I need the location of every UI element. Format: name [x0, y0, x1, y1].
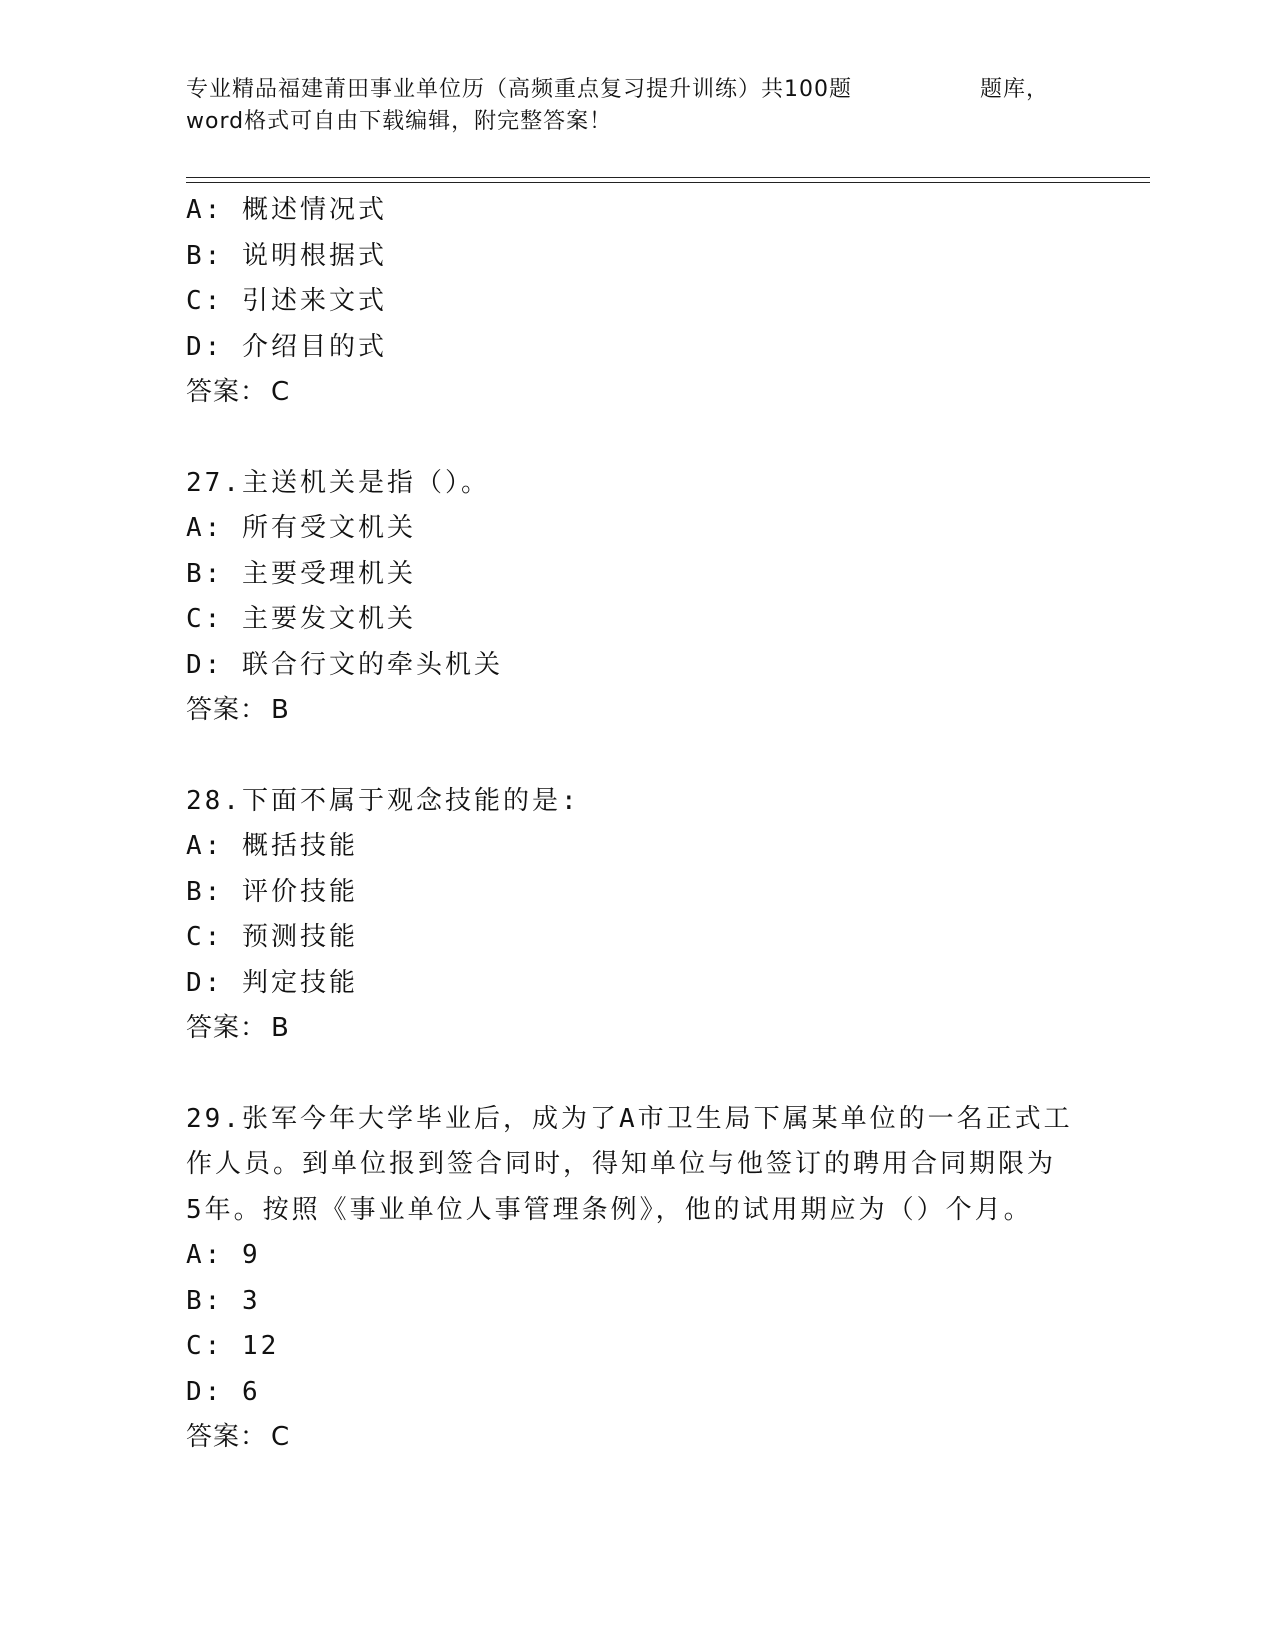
option-d: D: 联合行文的牵头机关: [186, 649, 503, 680]
answer-line: [186, 370, 1086, 416]
spacer: [186, 1052, 1086, 1097]
question-stem-line-3: 5年。按照《事业单位人事管理条例》，他的试用期应为（）个月。: [186, 1194, 1033, 1225]
option-b: B: 3: [186, 1285, 261, 1316]
option-d: D: 介绍目的式: [186, 331, 387, 362]
question-stem: 28.下面不属于观念技能的是:: [186, 785, 580, 816]
question-stem: 27.主送机关是指（）。: [186, 467, 490, 498]
answer-label: 答案：: [186, 377, 268, 407]
option-d: D: 6: [186, 1376, 261, 1407]
answer-value: B: [271, 695, 290, 725]
question-28: [186, 779, 1086, 1052]
answer-line: [186, 1006, 1086, 1052]
question-26: [186, 188, 1086, 416]
option-c: C: 主要发文机关: [186, 604, 416, 634]
answer-label: 答案：: [186, 695, 268, 725]
option-c: C: 引述来文式: [186, 286, 387, 316]
answer-value: C: [271, 377, 291, 407]
option-c: C: 12: [186, 1331, 280, 1361]
question-stem-line-1: 29.张军今年大学毕业后，成为了A市卫生局下属某单位的一名正式工: [186, 1103, 1073, 1134]
header-line-1: [186, 74, 1086, 106]
option-a: A: 概括技能: [186, 831, 358, 861]
spacer: [186, 734, 1086, 779]
option-b: B: 评价技能: [186, 876, 358, 907]
option-d: D: 判定技能: [186, 967, 358, 998]
option-a: A: 概述情况式: [186, 195, 387, 225]
document-header: [186, 74, 1086, 138]
answer-line: [186, 688, 1086, 734]
header-line-2: word格式可自由下载编辑，附完整答案！: [186, 109, 613, 134]
answer-value: C: [271, 1422, 291, 1452]
option-a: A: 9: [186, 1240, 261, 1270]
question-27: [186, 461, 1086, 734]
option-b: B: 说明根据式: [186, 240, 387, 271]
option-a: A: 所有受文机关: [186, 513, 416, 543]
question-stem-line-2: 作人员。到单位报到签合同时，得知单位与他签订的聘用合同期限为: [186, 1149, 1057, 1179]
header-title-tail: 题库，: [980, 77, 1050, 102]
answer-line: [186, 1415, 1086, 1461]
option-b: B: 主要受理机关: [186, 558, 416, 589]
question-list: [186, 188, 1086, 1461]
header-divider-bottom: [186, 182, 1150, 183]
spacer: [186, 416, 1086, 461]
option-c: C: 预测技能: [186, 922, 358, 952]
header-divider-top: [186, 177, 1150, 178]
answer-label: 答案：: [186, 1013, 268, 1043]
question-29: [186, 1097, 1086, 1461]
answer-label: 答案：: [186, 1422, 268, 1452]
answer-value: B: [271, 1013, 290, 1043]
header-title: 专业精品福建莆田事业单位历（高频重点复习提升训练）共100题: [186, 77, 852, 102]
